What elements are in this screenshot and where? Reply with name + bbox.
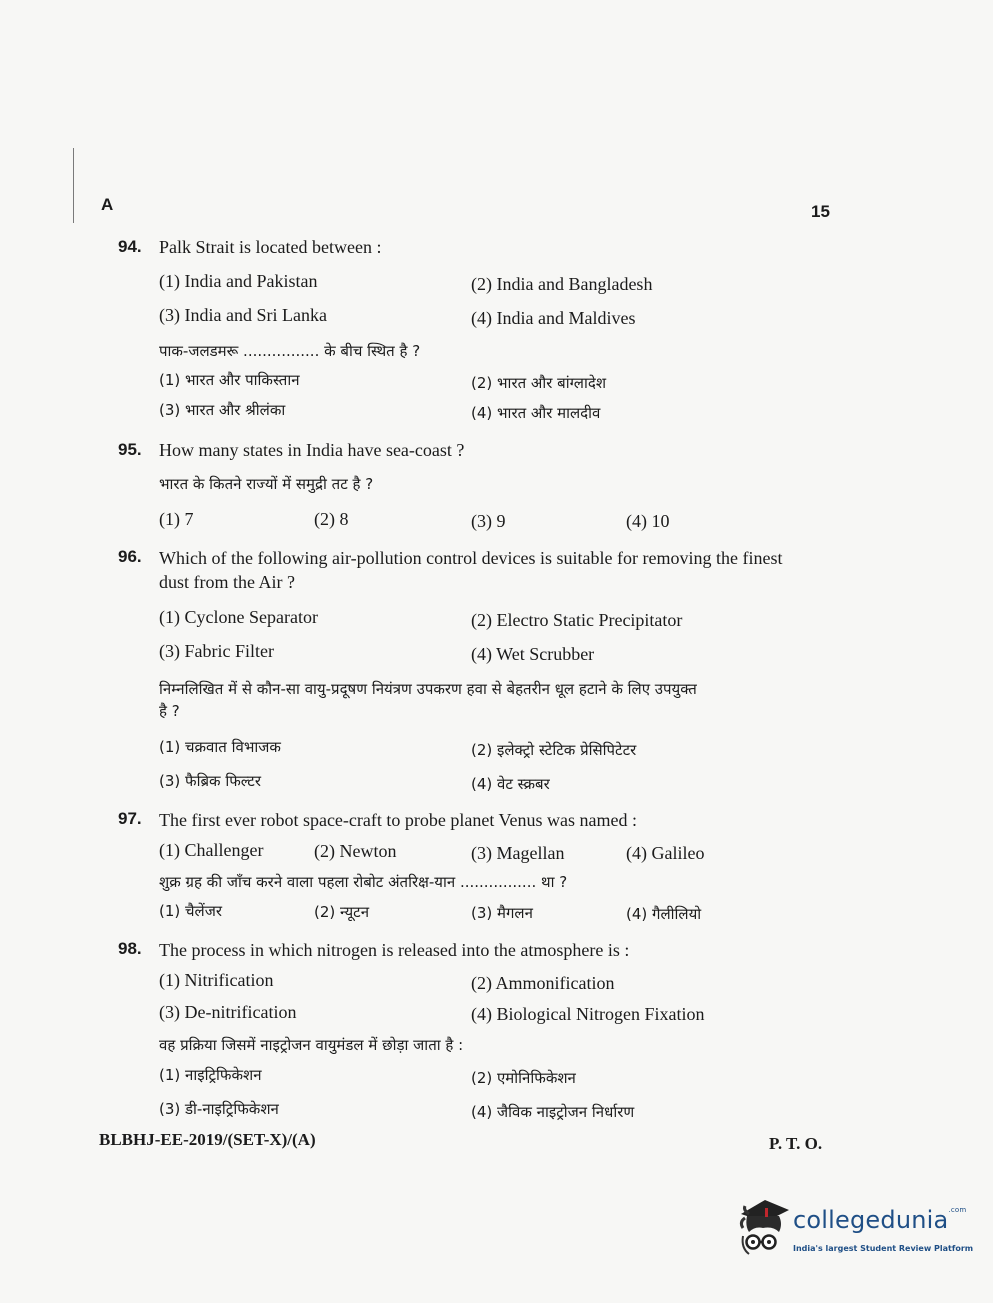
option-en: (2) Newton: [314, 841, 397, 861]
question-number: 96.: [118, 547, 142, 566]
pto-label: P. T. O.: [769, 1134, 823, 1153]
question-text-hi: शुक्र ग्रह की जाँच करने वाला पहला रोबोट अंतरिक्ष-यान ................ था ?: [159, 873, 568, 891]
mascot-icon: [735, 1196, 791, 1262]
question-number: 94.: [118, 237, 142, 256]
brand-suffix: .com: [948, 1206, 967, 1214]
option-en: (2) Electro Static Precipitator: [471, 610, 683, 630]
option-hi: (4) जैविक नाइट्रोजन निर्धारण: [471, 1103, 635, 1121]
option-hi: (1) चैलेंजर: [159, 902, 222, 920]
option-hi: (1) भारत और पाकिस्तान: [159, 371, 300, 389]
option-hi: (3) डी-नाइट्रिफिकेशन: [159, 1100, 279, 1118]
question-text-en: The process in which nitrogen is released into the atmosphere is :: [159, 940, 630, 960]
option-en: (4) India and Maldives: [471, 308, 636, 328]
set-letter: A: [101, 195, 114, 214]
question-text-en-line1: Which of the following air-pollution control devices is suitable for removing the finest: [159, 548, 783, 568]
option-hi: (3) भारत और श्रीलंका: [159, 401, 286, 419]
question-text-en-line2: dust from the Air ?: [159, 572, 295, 592]
option-en: (3) India and Sri Lanka: [159, 305, 327, 325]
brand-tagline: India's largest Student Review Platform: [793, 1244, 974, 1253]
question-number: 95.: [118, 440, 142, 459]
question-number: 97.: [118, 809, 142, 828]
option: (3) 9: [471, 511, 506, 531]
question-text-en: The first ever robot space-craft to probe planet Venus was named :: [159, 810, 637, 830]
option-hi: (4) वेट स्क्रबर: [471, 775, 550, 793]
brand-name: collegedunia: [793, 1206, 949, 1234]
question-text-hi-line1: निम्नलिखित में से कौन-सा वायु-प्रदूषण नियंत्रण उपकरण हवा से बेहतरीन धूल हटाने के लिए उपयुक्त: [159, 680, 697, 698]
option-en: (1) Nitrification: [159, 970, 274, 990]
option-hi: (4) भारत और मालदीव: [471, 404, 601, 422]
option-hi: (2) भारत और बांग्लादेश: [471, 374, 607, 392]
option-hi: (3) फैब्रिक फिल्टर: [159, 772, 262, 790]
question-text-en: Palk Strait is located between :: [159, 237, 382, 257]
option-en: (3) Magellan: [471, 843, 565, 863]
option-en: (1) Challenger: [159, 840, 264, 860]
question-text-en: How many states in India have sea-coast ?: [159, 440, 465, 460]
option-en: (3) Fabric Filter: [159, 641, 274, 661]
question-text-hi-line2: है ?: [159, 702, 180, 720]
option-en: (1) India and Pakistan: [159, 271, 318, 291]
option-en: (4) Galileo: [626, 843, 705, 863]
paper-code: BLBHJ-EE-2019/(SET-X)/(A): [99, 1130, 316, 1149]
question-text-hi: पाक-जलडमरू ................ के बीच स्थित है ?: [159, 342, 421, 360]
option-hi: (1) नाइट्रिफिकेशन: [159, 1066, 262, 1084]
option-hi: (1) चक्रवात विभाजक: [159, 738, 281, 756]
question-text-hi: भारत के कितने राज्यों में समुद्री तट है ?: [159, 475, 374, 493]
option-en: (2) India and Bangladesh: [471, 274, 653, 294]
scan-edge-line: [73, 148, 74, 223]
option-en: (4) Wet Scrubber: [471, 644, 595, 664]
option-hi: (2) एमोनिफिकेशन: [471, 1069, 576, 1087]
option: (4) 10: [626, 511, 670, 531]
option: (1) 7: [159, 509, 194, 529]
option-en: (1) Cyclone Separator: [159, 607, 318, 627]
page-number: 15: [811, 202, 830, 221]
question-number: 98.: [118, 939, 142, 958]
option-en: (3) De-nitrification: [159, 1002, 297, 1022]
option-hi: (2) इलेक्ट्रो स्टेटिक प्रेसिपिटेटर: [471, 741, 637, 759]
option: (2) 8: [314, 509, 349, 529]
option-hi: (3) मैगलन: [471, 904, 533, 922]
option-en: (4) Biological Nitrogen Fixation: [471, 1004, 705, 1024]
option-hi: (2) न्यूटन: [314, 903, 370, 921]
option-en: (2) Ammonification: [471, 973, 615, 993]
collegedunia-watermark: [735, 1196, 974, 1266]
question-text-hi: वह प्रक्रिया जिसमें नाइट्रोजन वायुमंडल में छोड़ा जाता है :: [159, 1036, 464, 1054]
option-hi: (4) गैलीलियो: [626, 905, 702, 923]
